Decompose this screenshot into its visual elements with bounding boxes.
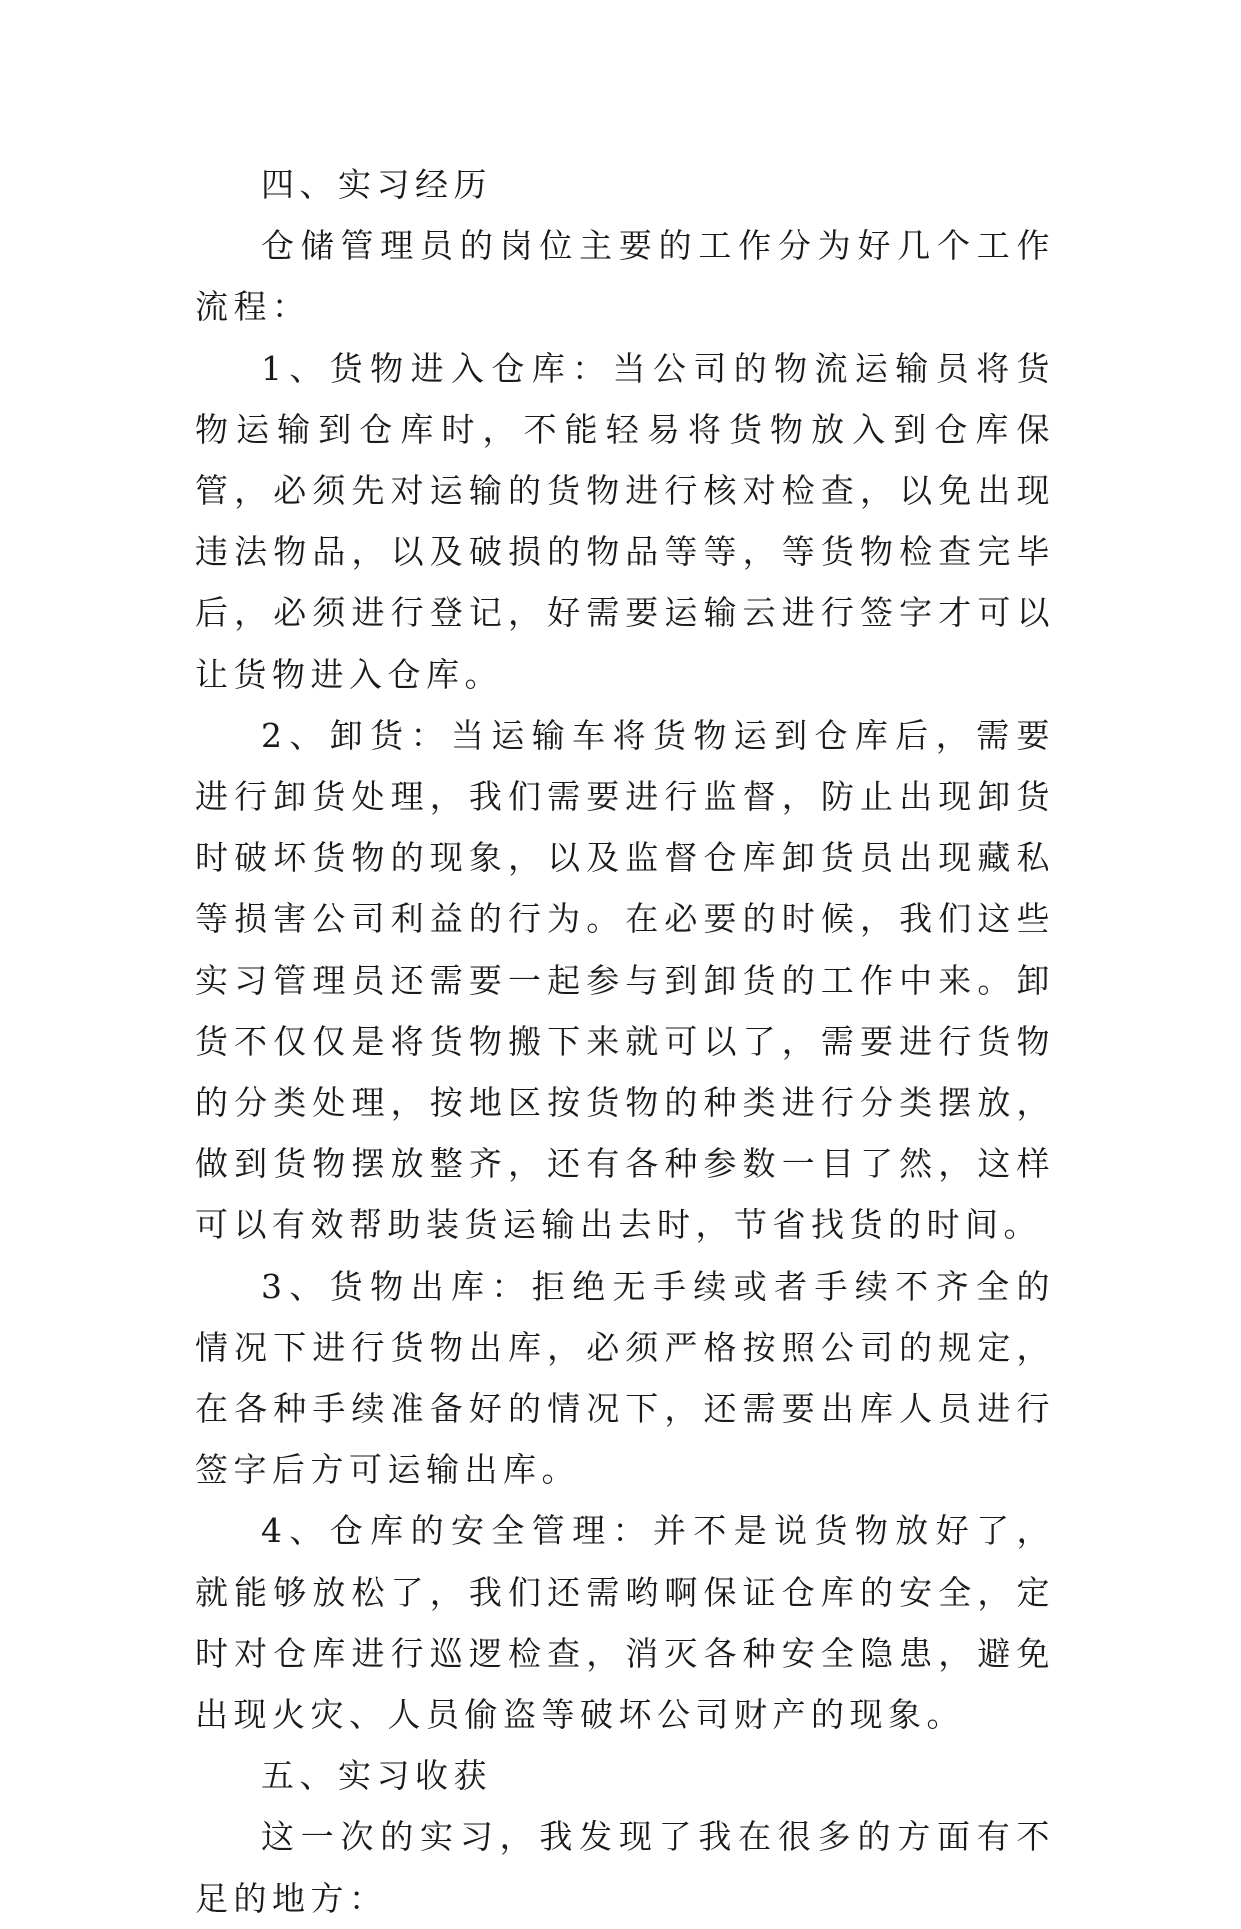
paragraph-closing: 这一次的实习，我发现了我在很多的方面有不足的地方： <box>195 1817 1055 1918</box>
paragraph-item-3: 3、货物出库：拒绝无手续或者手续不齐全的情况下进行货物出库，必须严格按照公司的规定，在各种手续准备好的情况下，还需要出库人员进行签字后方可运输出库。 <box>195 1266 1055 1490</box>
paragraph-item-2: 2、卸货：当运输车将货物运到仓库后，需要进行卸货处理，我们需要进行监督，防止出现卸货时破坏货物的现象，以及监督仓库卸货员出现藏私等损害公司利益的行为。在必要的时候，我们这些实习管理员还需要一起参与到卸货的工作中来。卸货不仅仅是将货物搬下来就可以了，需要进行货物的分类处理，按地区按货物的种类进行分类摆放，做到货物摆放整齐，还有各种参数一目了然，这样可以有效帮助装货运输出去时，节省找货的时间。 <box>195 715 1055 1245</box>
section-heading-internship-gains: 五、实习收获 <box>261 1756 492 1796</box>
document-body <box>195 154 1055 1929</box>
paragraph-item-4: 4、仓库的安全管理：并不是说货物放好了，就能够放松了，我们还需哟啊保证仓库的安全，定时对仓库进行巡逻检查，消灭各种安全隐患，避免出现火灾、人员偷盗等破坏公司财产的现象。 <box>195 1511 1055 1735</box>
section-heading-internship-experience: 四、实习经历 <box>261 165 492 204</box>
paragraph-intro: 仓储管理员的岗位主要的工作分为好几个工作流程： <box>195 226 1055 327</box>
paragraph-item-1: 1、货物进入仓库：当公司的物流运输员将货物运输到仓库时，不能轻易将货物放入到仓库保管，必须先对运输的货物进行核对检查，以免出现违法物品，以及破损的物品等等，等货物检查完毕后，必须进行登记，好需要运输云进行签字才可以让货物进入仓库。 <box>195 348 1055 694</box>
